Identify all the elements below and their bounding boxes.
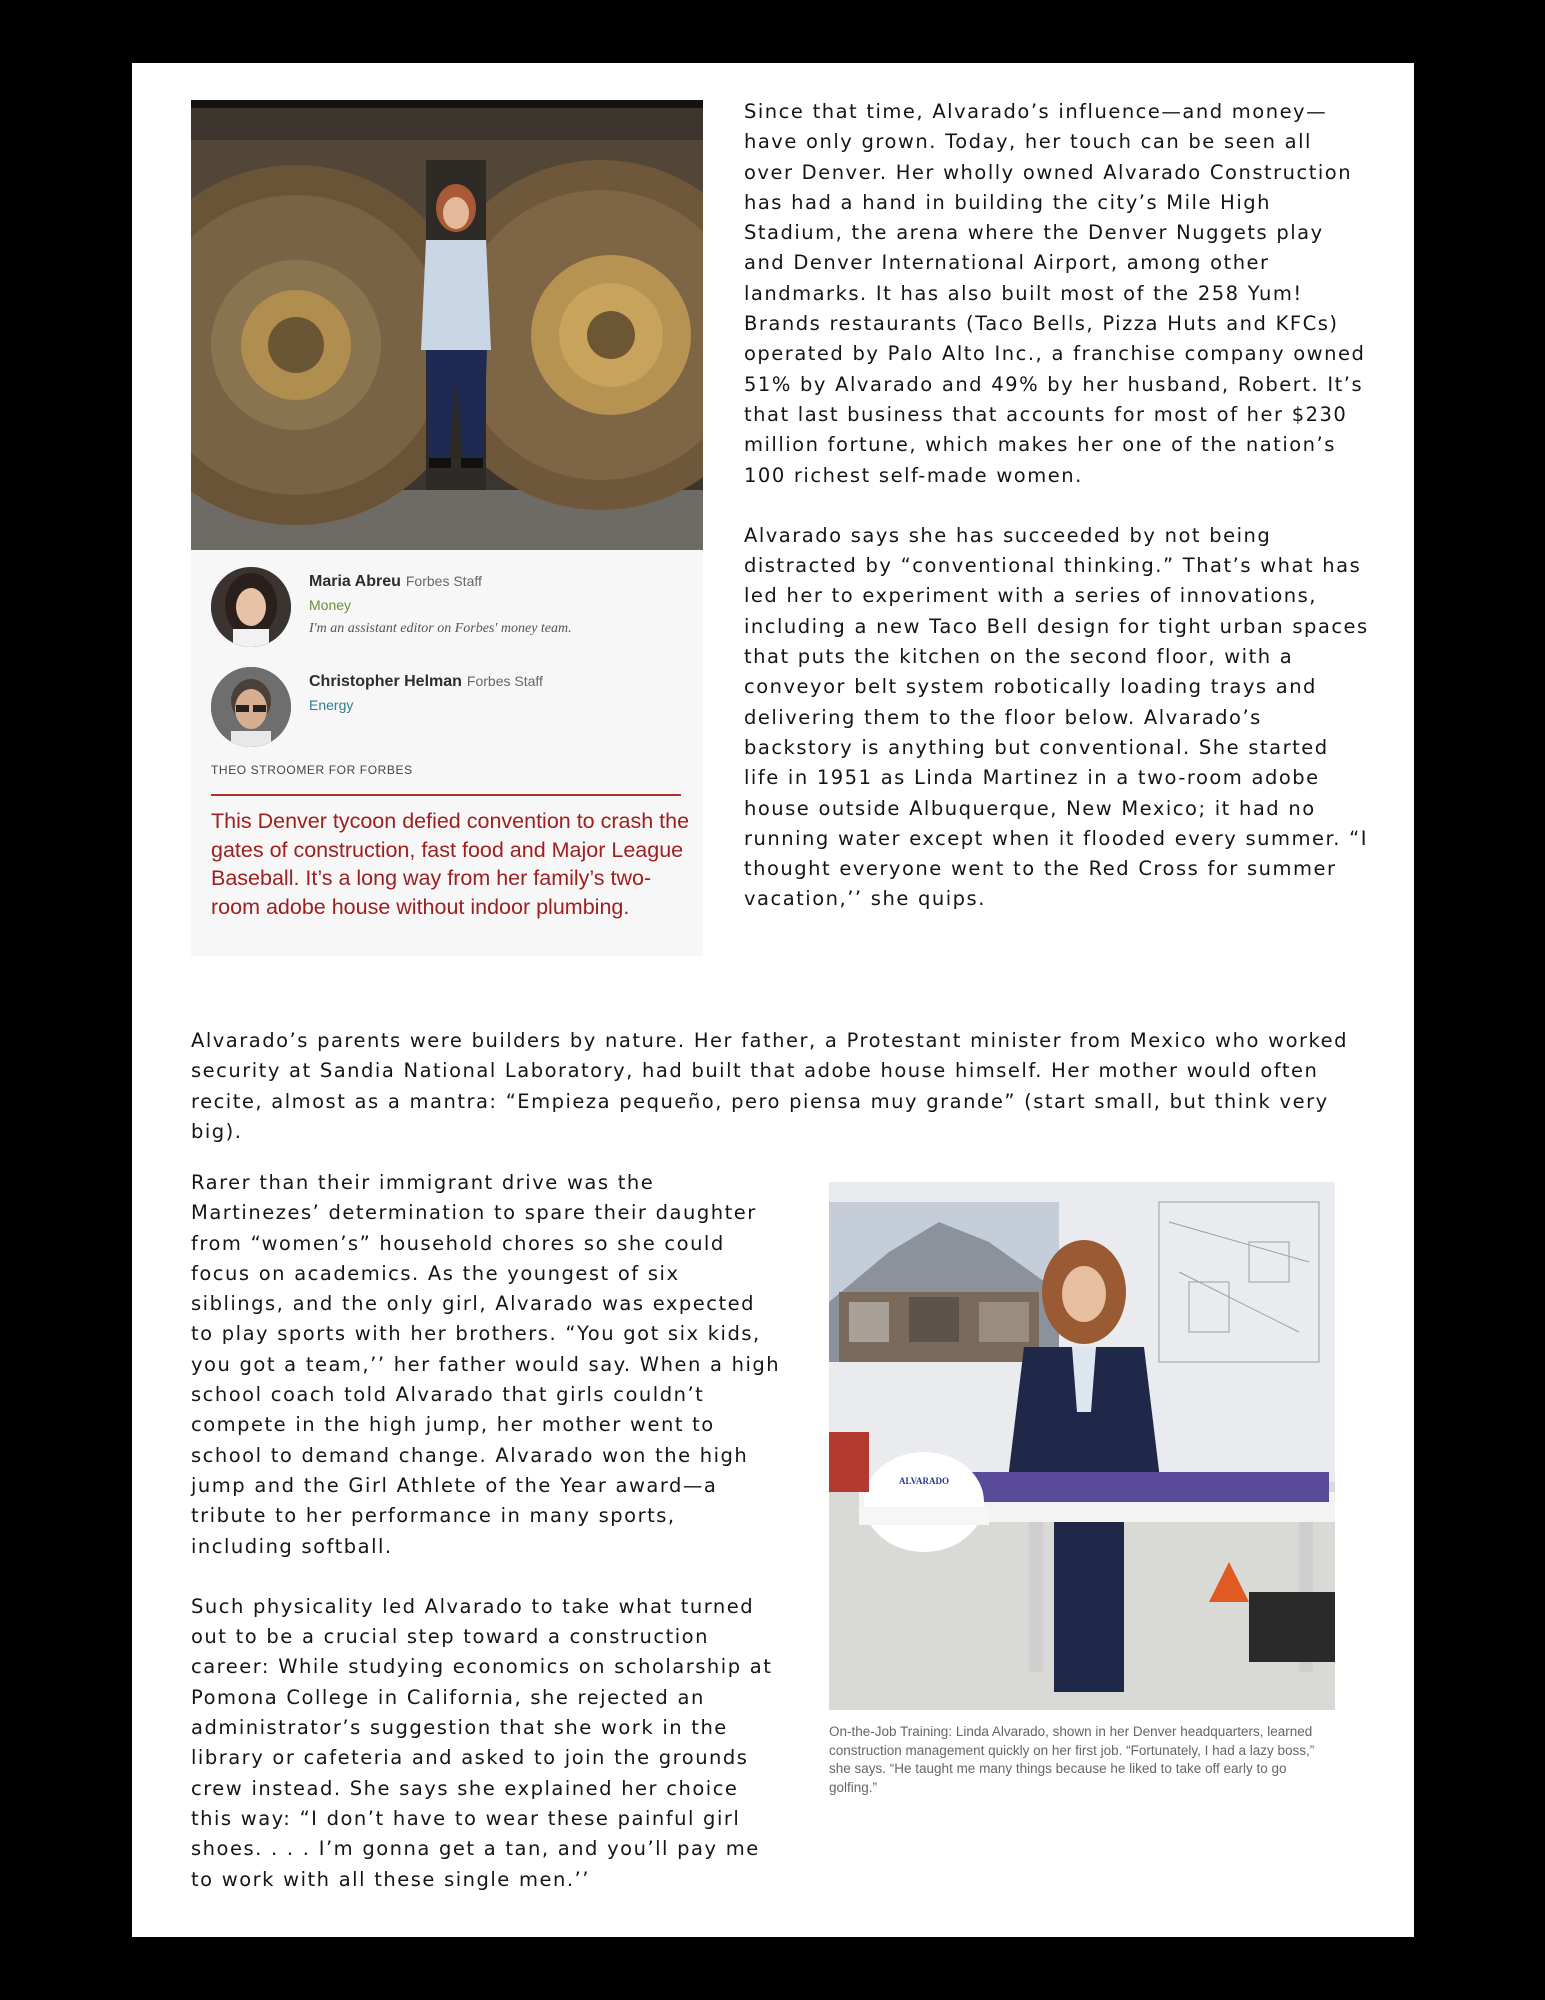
photo-caption: On-the-Job Training: Linda Alvarado, shown in her Denver headquarters, learned construction management quickly on her first job. “Fortunately, I had a lazy boss,” she says. “He taught me many things because he liked to take off early to go golfing.” — [829, 1724, 1315, 1795]
paragraph: Alvarado says she has succeeded by not being distracted by “conventional thinking.” That’s what has led her to experiment with a series of innovations, including a new Taco Bell design for tight urban spaces that puts the kitchen on the second floor, with a conveyor belt system robotically loading trays and delivering them to the floor below. Alvarado’s backstory is anything but conventional. She started life in 1951 as Linda Martinez in a two-room adobe house outside Albuquerque, New Mexico; it had no running water except when it flooded every summer. “I thought everyone went to the Red Cross for summer vacation,’’ she quips. — [744, 523, 1369, 911]
author-role: Forbes Staff — [466, 673, 543, 689]
paragraph: Rarer than their immigrant drive was the Martinezes’ determination to spare their daughter from “women’s” household chores so she could focus on academics. As the youngest of six siblings, and the only girl, Alvarado was expected to play sports with her brothers. “You got six kids, you got a team,’’ her father would say. When a high school coach told Alvarado that girls couldn’t compete in the high jump, her mother went to school to demand change. Alvarado won the high jump and the Girl Athlete of the Year award—a tribute to her performance in many sports, including softball. — [191, 1171, 781, 1558]
photo-credit: THEO STROOMER FOR FORBES — [211, 763, 413, 777]
article-dek: This Denver tycoon defied convention to crash the gates of construction, fast food and Major League Baseball. It’s a long way from her family’s two-room adobe house without indoor plumbing. — [211, 809, 690, 919]
avatar — [211, 667, 291, 747]
right-column-text — [744, 97, 1369, 915]
photo-card — [191, 100, 703, 956]
author-role: Forbes Staff — [405, 573, 482, 589]
author-maria-abreu — [211, 567, 691, 649]
hard-hat-logo: ALVARADO — [898, 1476, 950, 1486]
author-name[interactable]: Maria Abreu Forbes Staff — [309, 573, 482, 590]
left-column-text — [191, 1168, 781, 1895]
paragraph: Since that time, Alvarado’s influence—and money—have only grown. Today, her touch can be seen all over Denver. Her wholly owned Alvarado Construction has had a hand in building the city’s Mile High Stadium, the arena where the Denver Nuggets play and Denver International Airport, among other landmarks. It has also built most of the 258 Yum! Brands restaurants (Taco Bells, Pizza Huts and KFCs) operated by Palo Alto Inc., a franchise company owned 51% by Alvarado and 49% by her husband, Robert. It’s that last business that accounts for most of her $230 million fortune, which makes her one of the nation’s 100 richest self-made women. — [744, 100, 1366, 487]
paragraph: Such physicality led Alvarado to take what turned out to be a crucial step toward a construction career: While studying economics on scholarship at Pomona College in California, she rejected an administrator’s suggestion that she work in the library or cafeteria and asked to join the grounds crew instead. She says she explained her choice this way: “I don’t have to wear these painful girl shoes. . . . I’m gonna get a tan, and you’ll pay me to work with all these single men.’’ — [191, 1594, 773, 1891]
photo-woman-at-drafting-table — [829, 1182, 1335, 1710]
author-section-link[interactable]: Energy — [309, 697, 354, 713]
divider — [211, 794, 681, 796]
author-bio: I'm an assistant editor on Forbes' money team. — [309, 621, 572, 636]
photo-woman-between-tires — [191, 100, 703, 550]
magazine-page — [132, 63, 1414, 1937]
author-section-link[interactable]: Money — [309, 597, 352, 613]
author-name[interactable]: Christopher Helman Forbes Staff — [309, 673, 543, 690]
author-christopher-helman — [211, 667, 691, 749]
avatar — [211, 567, 291, 647]
paragraph: Alvarado’s parents were builders by nature. Her father, a Protestant minister from Mexico who worked security at Sandia National Laboratory, had built that adobe house himself. Her mother would often recite, almost as a mantra: “Empieza pequeño, pero piensa muy grande” (start small, but think very big). — [191, 1029, 1348, 1143]
full-width-text — [191, 1026, 1371, 1147]
